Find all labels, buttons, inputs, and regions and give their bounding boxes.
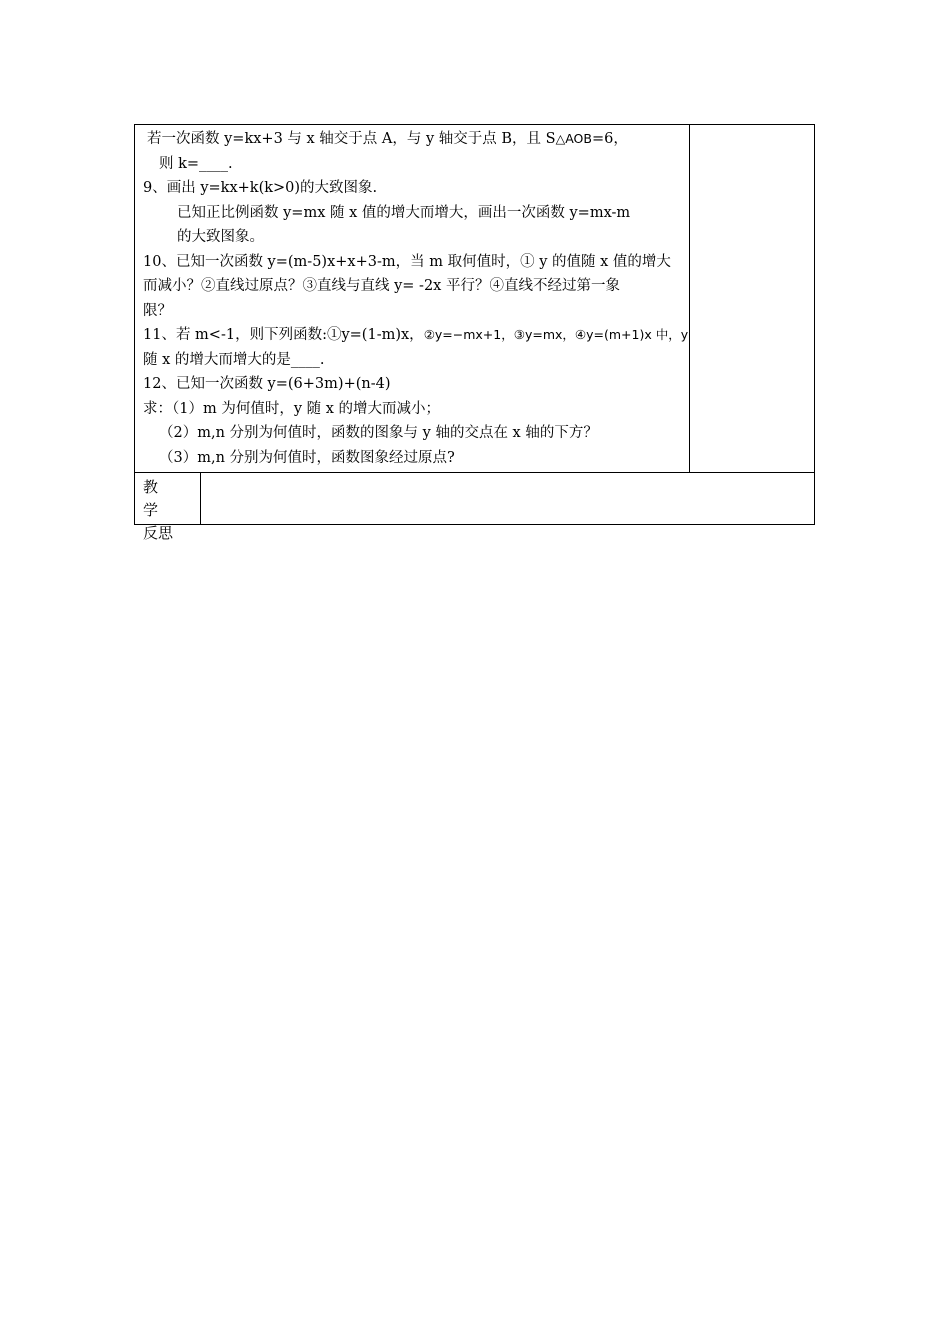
problem-12-line-3: （2）m,n 分别为何值时，函数的图象与 y 轴的交点在 x 轴的下方？ [159, 425, 598, 441]
problem-11-line-2: 随 x 的增大而增大的是____. [143, 351, 325, 368]
column-divider [200, 473, 201, 525]
problem-9-line-1: 9、画出 y=kx+k(k>0)的大致图象. [143, 180, 378, 196]
column-divider [689, 124, 690, 473]
problem-10-line-1: 10、已知一次函数 y=(m-5)x+x+3-m，当 m 取何值时，① y 的值随 x 值的增大 [143, 253, 671, 270]
problem-12-line-2: 求：（1）m 为何值时，y 随 x 的增大而减小； [143, 400, 441, 417]
exercise-cell [143, 127, 687, 470]
problem-10-line-2: 而减小？②直线过原点？③直线与直线 y= -2x 平行？④直线不经过第一象 [143, 278, 620, 294]
problem-12-line-4: （3）m,n 分别为何值时，函数图象经过原点? [159, 449, 455, 466]
subscript-aob: △AOB [555, 131, 592, 146]
problem-9-line-2: 已知正比例函数 y=mx 随 x 值的增大而增大，画出一次函数 y=mx-m [177, 204, 631, 221]
problem-12-line-1: 12、已知一次函数 y=(6+3m)+(n-4) [143, 376, 391, 392]
reflection-table-row [134, 473, 815, 525]
problem-9-line-3: 的大致图象。 [177, 229, 264, 245]
reflection-label: 教学 反思 [143, 478, 180, 542]
problem-8-line-2: 则 k=____. [159, 155, 233, 172]
problem-10-line-3: 限？ [143, 302, 172, 319]
problem-8-line-1: 若一次函数 y=kx+3 与 x 轴交于点 A，与 y 轴交于点 B，且 S△AOB=6， [147, 131, 628, 147]
problem-11-line-1: 11、若 m<-1，则下列函数:①y=(1-m)x，②y=−mx+1，③y=mx，④y=(m+1)x 中，y [143, 327, 689, 343]
